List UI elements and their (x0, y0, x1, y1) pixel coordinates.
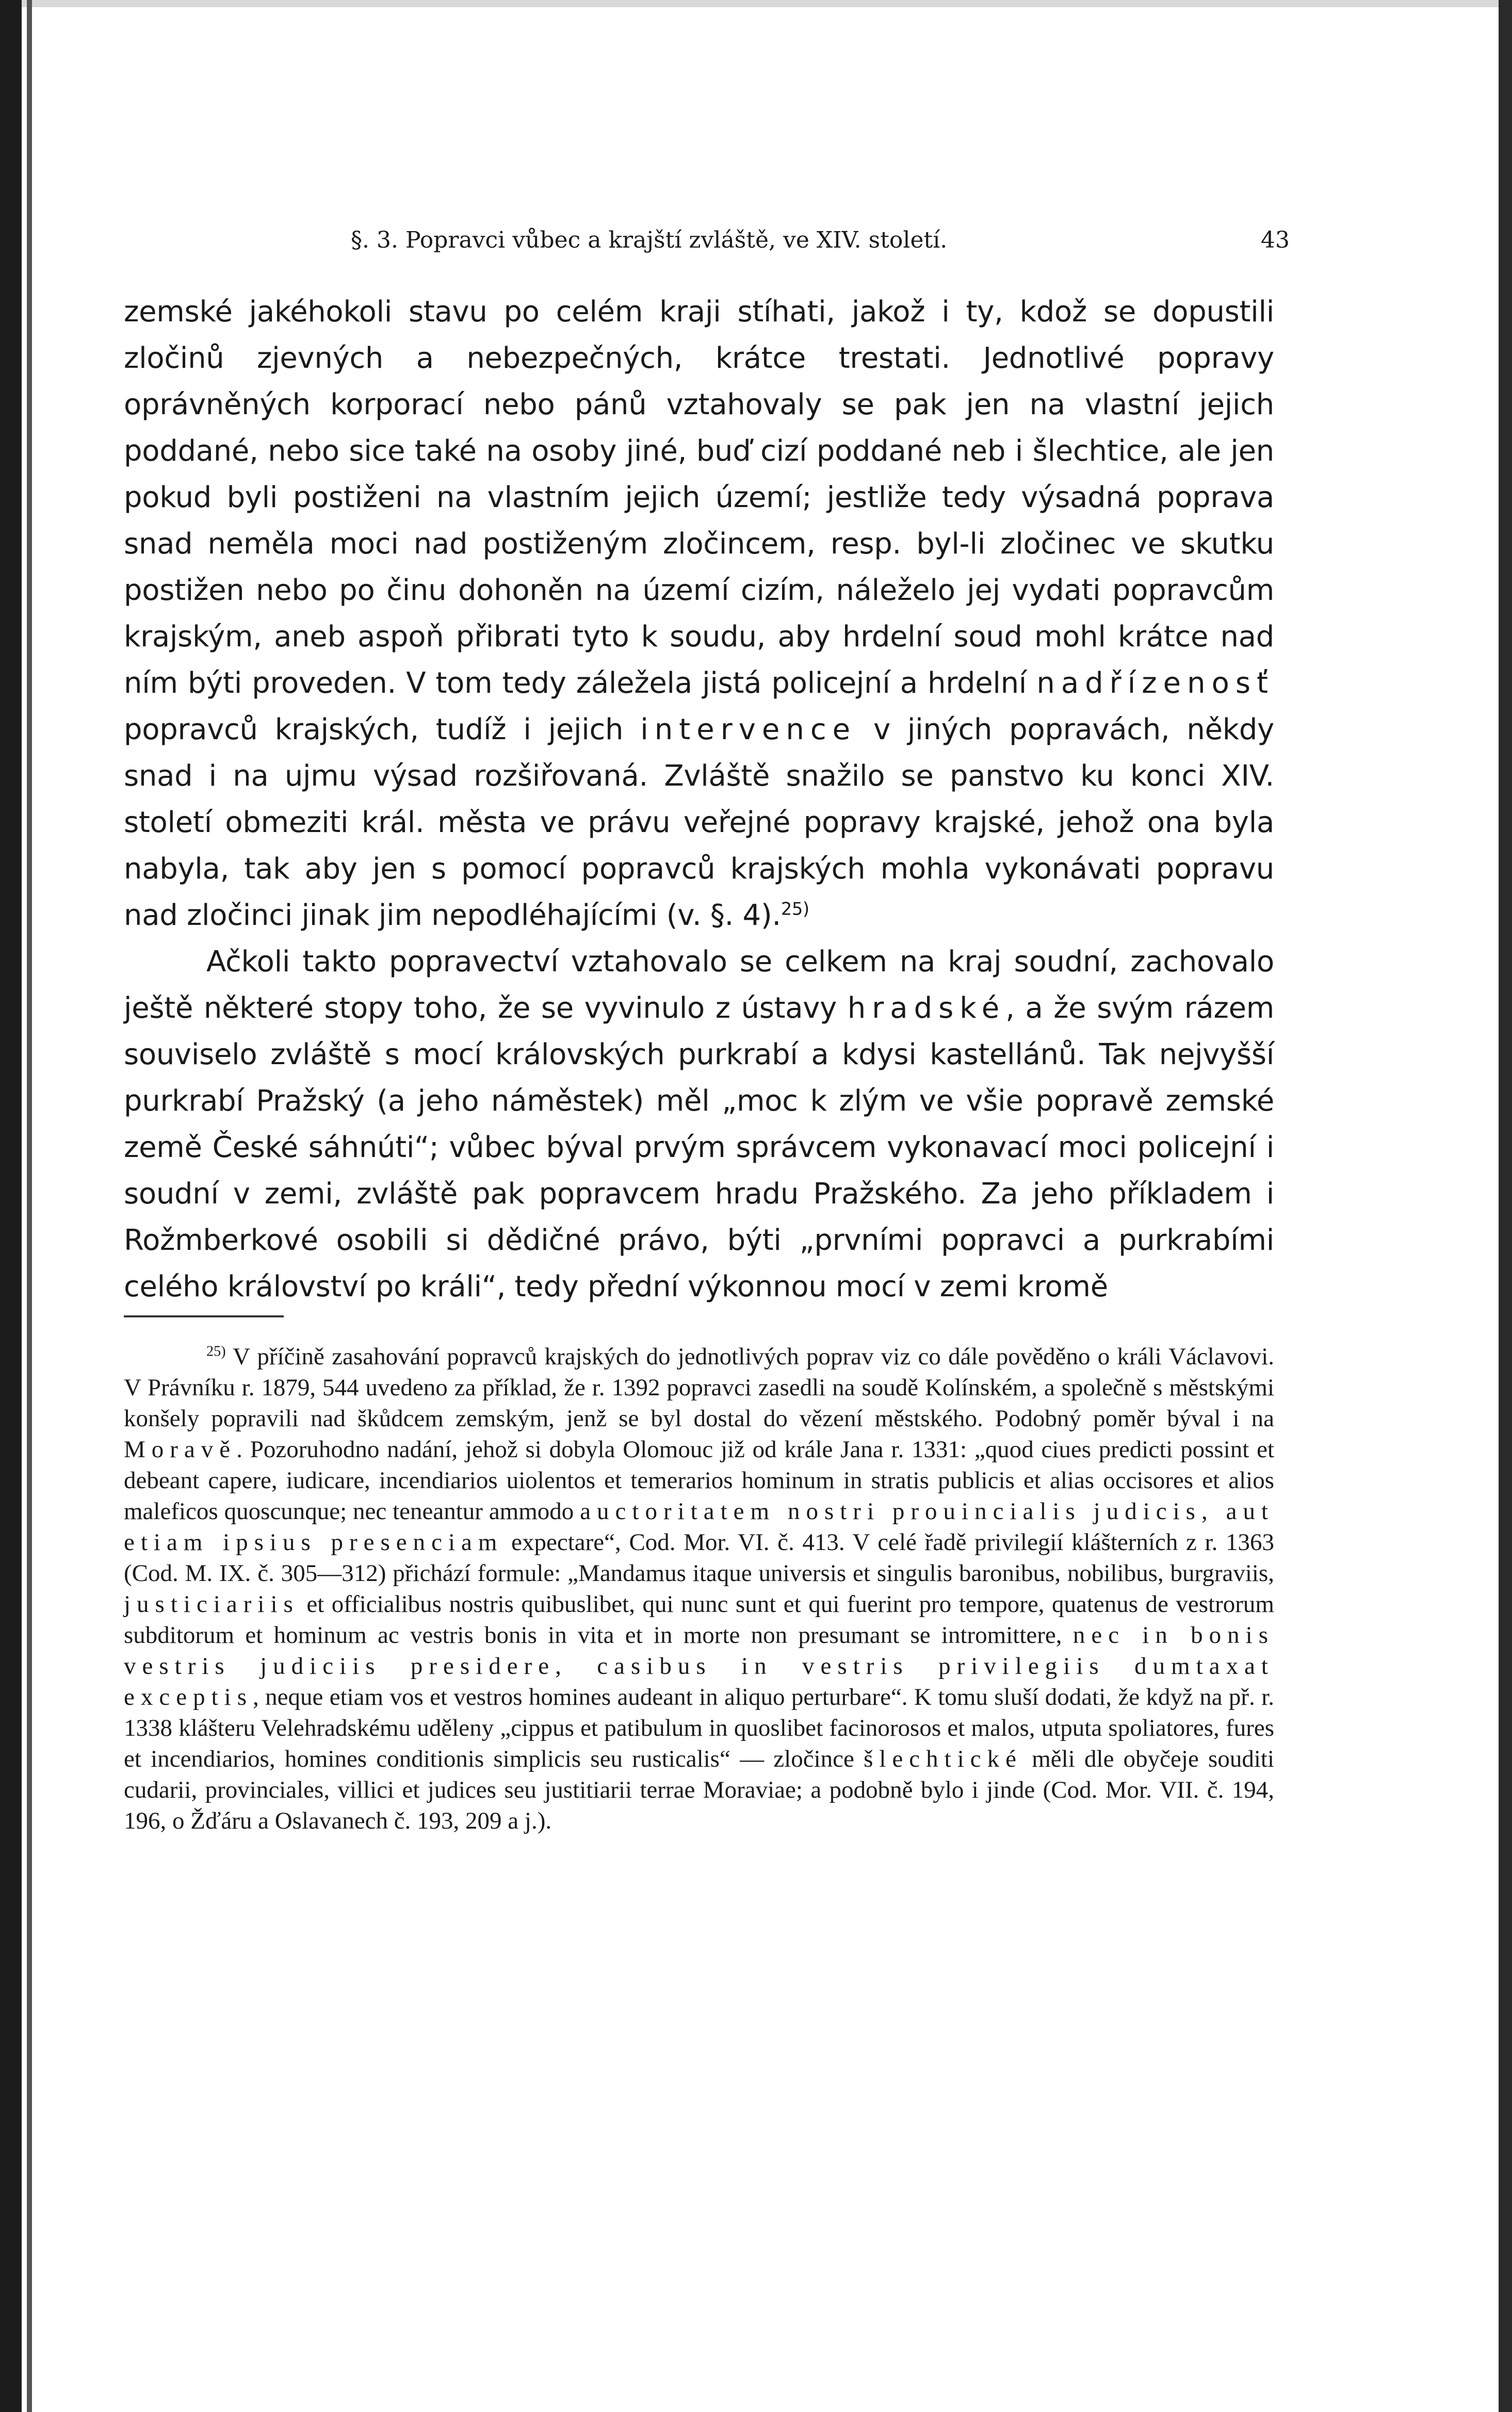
paragraph-2-text-a: Ačkoli takto popravectví vztahovalo se celkem na kraj soudní, zachovalo ještě některé stopy toho, že se vyvinulo z ústavy (124, 945, 1274, 1025)
footnote-text-6: měli dle obyčeje souditi cudarii, provinciales, villici et judices seu justitiarii terrae Moraviae; a podobně bylo i jinde (Cod. Mor. VII. č. 194, 196, o Žďáru a Oslavanech č. 193, 209 a j.). (124, 1746, 1275, 1834)
footnote-text-1: V příčině zasahování popravců krajských do jednotlivých poprav viz co dále pověděno o králi Václavovi. V Právníku r. 1879, 544 uvedeno za příklad, že r. 1392 popravci zasedli na soudě Kolínském, a společně s městskými konšely popravili nad škůdcem zemským, jenž se byl dostal do vězení městského. Podobný poměr býval i na (124, 1343, 1275, 1432)
paragraph-1-text-a: zemské jakéhokoli stavu po celém kraji stíhati, jakož i ty, kdož se dopustili zločinů zjevných a nebezpečných, krátce trestati. Jednotlivé popravy oprávněných korporací nebo pánů vztahovaly se pak jen na vlastní jejich poddané, nebo sice také na osoby jiné, buď cizí poddané neb i šlechtice, ale jen pokud byli postiženi na vlastním jejich území; jestliže tedy výsadná poprava snad neměla moci nad postiženým zločincem, resp. byl-li zločinec ve skutku postižen nebo po činu dohoněn na území cizím, náleželo jej vydati popravcům krajským, aneb aspoň přibrati tyto k soudu, aby hrdelní soud mohl krátce nad ním býti proveden. V tom tedy záležela jistá policejní a hrdelní (124, 295, 1274, 700)
footnote-mark: 25) (206, 1343, 226, 1360)
footnote-emphasis-1: Moravě (124, 1436, 237, 1463)
main-text (124, 289, 1274, 1310)
paragraph-1-text-b: popravců krajských, tudíž i jejich (124, 713, 624, 746)
footnote-divider (124, 1315, 284, 1317)
page-number: 43 (1261, 227, 1290, 253)
paragraph-1 (124, 289, 1274, 939)
footnote-emphasis-4: nec in bonis vestris judiciis presidere, casibus in vestris privilegiis dumtaxat exceptis (124, 1622, 1275, 1710)
paragraph-1-text-c: v jiných popravách, někdy snad i na ujmu výsad rozšiřovaná. Zvláště snažilo se panstvo ku konci XIV. století obmeziti král. města ve právu veřejné popravy krajské, jehož ona byla nabyla, tak aby jen s pomocí popravců krajských mohla vykonávati popravu nad zločinci jinak jim nepodléhajícími (v. §. 4). (124, 713, 1274, 932)
footnote-emphasis-3: justiciariis (124, 1591, 299, 1618)
footnote-text-3: expectare“, Cod. Mor. VI. č. 413. V celé řadě privilegií klášterních z r. 1363 (Cod. M. IX. č. 305—312) přichází formule: „Mandamus itaque universis et singulis baronibus, nobilibus, burgraviis, (124, 1529, 1275, 1587)
paragraph-2 (124, 939, 1274, 1310)
footnote-text-5: , neque etiam vos et vestros homines audeant in aliquo perturbare“. K tomu sluší dodati, že když na př. r. 1338 klášteru Velehradskému uděleny „cippus et patibulum in quoslibet facinorosos et malos, utputa spoliatores, fures et incendiarios, homines conditionis simplicis seu rusticalis“ — zločince (124, 1684, 1274, 1772)
footnote-25 (124, 1341, 1274, 1836)
paragraph-2-text-b: , a že svým rázem souviselo zvláště s mocí královských purkrabí a kdysi kastellánů. Tak nejvyšší purkrabí Pražský (a jeho náměstek) měl „moc k zlým ve všie popravě zemské země České sáhnúti“; vůbec býval prvým správcem vykonavací moci policejní i soudní v zemi, zvláště pak popravcem hradu Pražského. Za jeho příkladem i Rožmberkové osobili si dědičné právo, býti „prvními popravci a purkrabími celého království po králi“, tedy přední výkonnou mocí v zemi kromě (124, 991, 1274, 1303)
running-head-title: §. 3. Popravci vůbec a krajští zvláště, ve XIV. století. (351, 227, 948, 253)
footnote-ref-25: 25) (781, 899, 809, 919)
running-head (351, 227, 1290, 258)
footnote-text-2: . Pozoruhodno nadání, jehož si dobyla Olomouc již od krále Jana r. 1331: „quod ciues predicti possint et debeant capere, iudicare, incendiarios uiolentos et temerarios hominum in stratis publicis et alias occisores et alios maleficos quoscunque; nec teneantur ammodo (124, 1436, 1274, 1525)
scan-top-edge (0, 0, 1512, 7)
scan-right-edge (1499, 0, 1512, 2412)
footnote-emphasis-2: auctoritatem nostri prouincialis judicis, aut etiam ipsius presenciam (124, 1498, 1275, 1556)
emphasis-intervence: intervence (640, 713, 857, 746)
emphasis-hradske: hradské (847, 991, 1006, 1025)
footnote-text-4: et officialibus nostris quibuslibet, qui nunc sunt et qui fuerint pro tempore, quatenus de vestrorum subditorum et hominum ac vestris bonis in vita et in morte non presumant se intromittere, (124, 1591, 1274, 1649)
footnotes (124, 1341, 1274, 1836)
book-spine-shadow (0, 0, 22, 2412)
footnote-emphasis-5: šlechtické (864, 1746, 1023, 1772)
book-spine-line (27, 0, 32, 2412)
emphasis-nadrizenost: nadřízenosť (1036, 666, 1274, 700)
